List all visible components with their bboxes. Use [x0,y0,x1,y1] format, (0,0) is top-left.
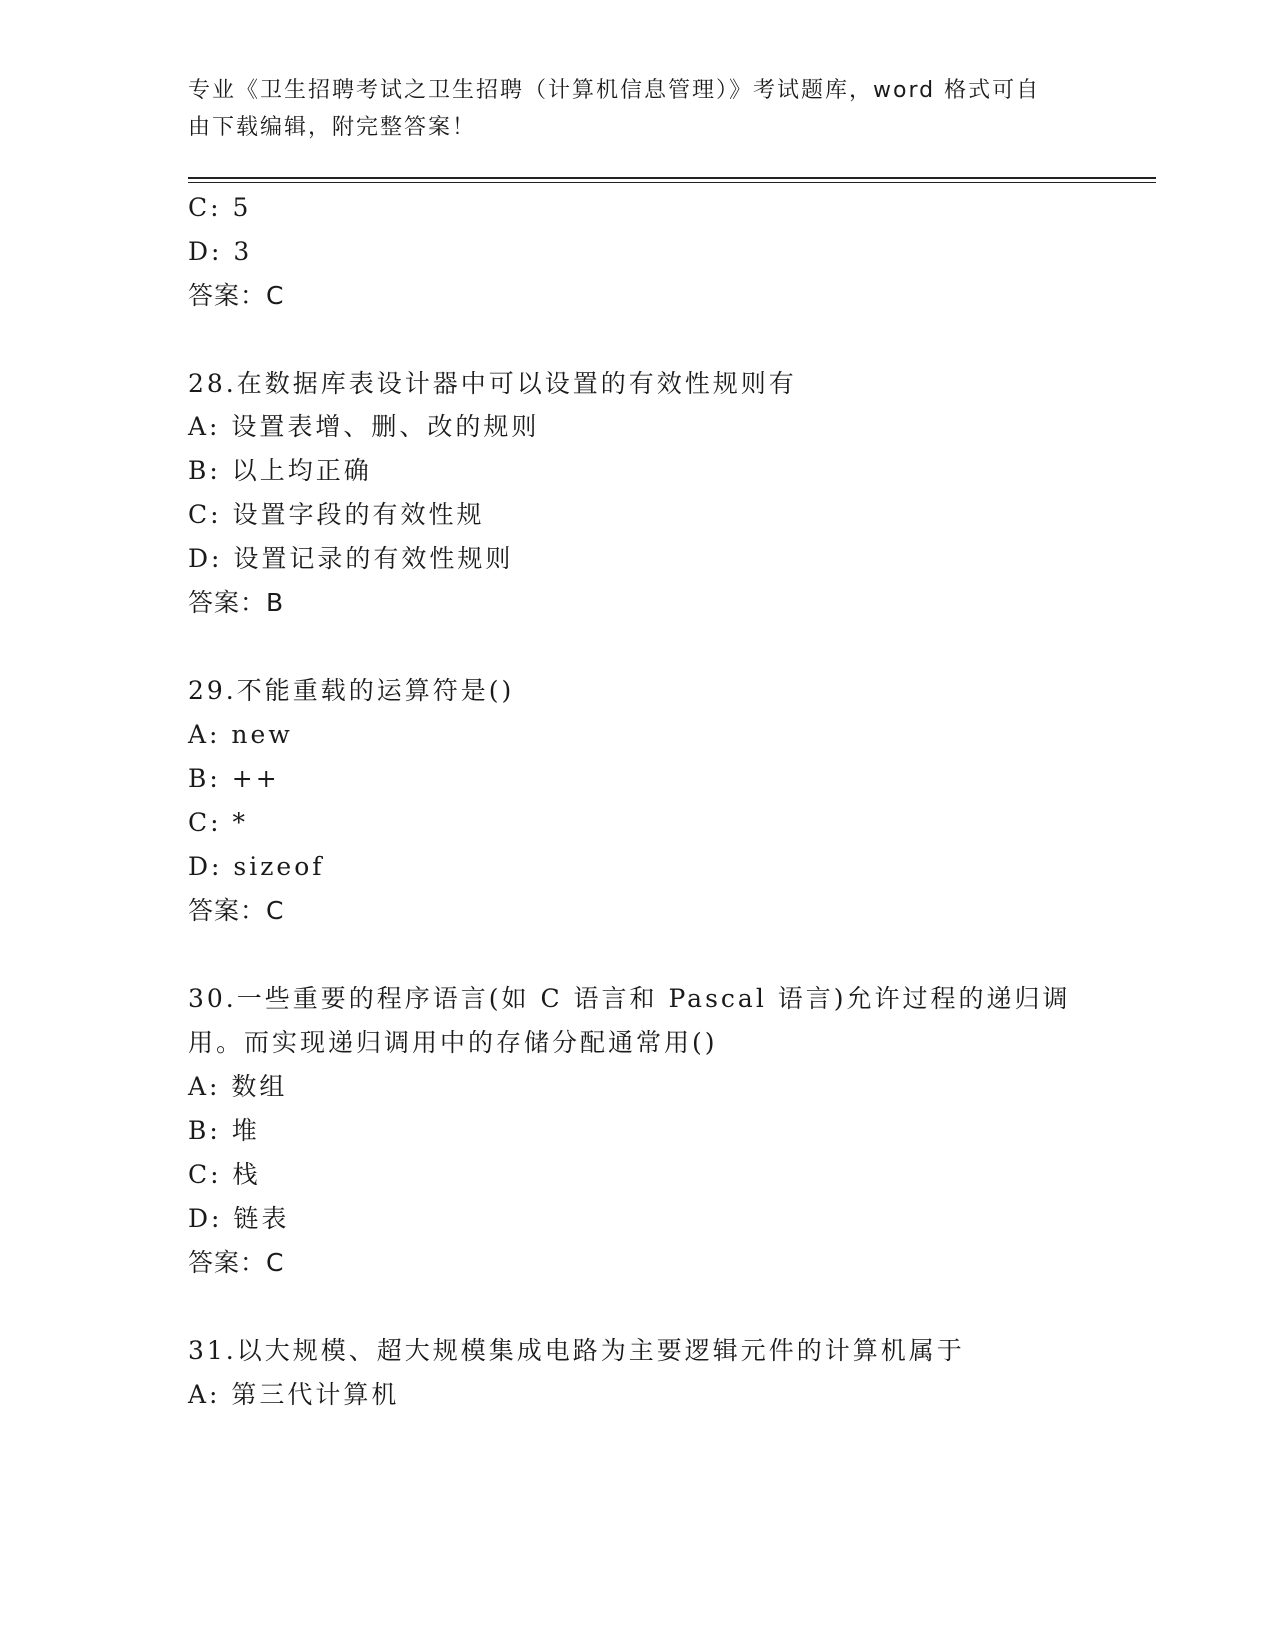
q31-stem: 31.以大规模、超大规模集成电路为主要逻辑元件的计算机属于 [188,1336,965,1365]
q30-option-b: B: 堆 [188,1116,260,1145]
q28-option-a: A: 设置表增、删、改的规则 [188,412,540,441]
q31-option-a: A: 第三代计算机 [188,1380,400,1409]
q29-answer: 答案：C [188,896,285,925]
q29-option-d: D: sizeof [188,852,325,881]
q28-option-c: C: 设置字段的有效性规 [188,500,485,529]
prev-option-d: D: 3 [188,237,253,266]
header-line-1: 专业《卫生招聘考试之卫生招聘（计算机信息管理）》考试题库，word 格式可自 [188,78,1041,103]
prev-option-c: C: 5 [188,193,252,222]
q30-option-c: C: 栈 [188,1160,261,1189]
q29-stem: 29.不能重载的运算符是() [188,676,515,705]
q29-option-b: B: ++ [188,764,280,793]
header-line-2: 由下载编辑，附完整答案！ [188,115,477,140]
header-divider-thick [188,177,1156,179]
q30-stem-line-2: 用。而实现递归调用中的存储分配通常用() [188,1028,718,1057]
q30-stem-line-1: 30.一些重要的程序语言(如 C 语言和 Pascal 语言)允许过程的递归调 [188,984,1071,1013]
q28-answer: 答案：B [188,588,285,617]
prev-answer: 答案：C [188,281,285,310]
q29-option-a: A: new [188,720,293,749]
q28-option-d: D: 设置记录的有效性规则 [188,544,514,573]
q28-stem: 28.在数据库表设计器中可以设置的有效性规则有 [188,369,797,398]
q29-option-c: C: * [188,808,248,837]
q30-answer: 答案：C [188,1248,285,1277]
document-header [188,72,1068,146]
q30-option-d: D: 链表 [188,1204,290,1233]
header-divider-thin [188,182,1156,183]
q28-option-b: B: 以上均正确 [188,456,372,485]
q30-option-a: A: 数组 [188,1072,288,1101]
